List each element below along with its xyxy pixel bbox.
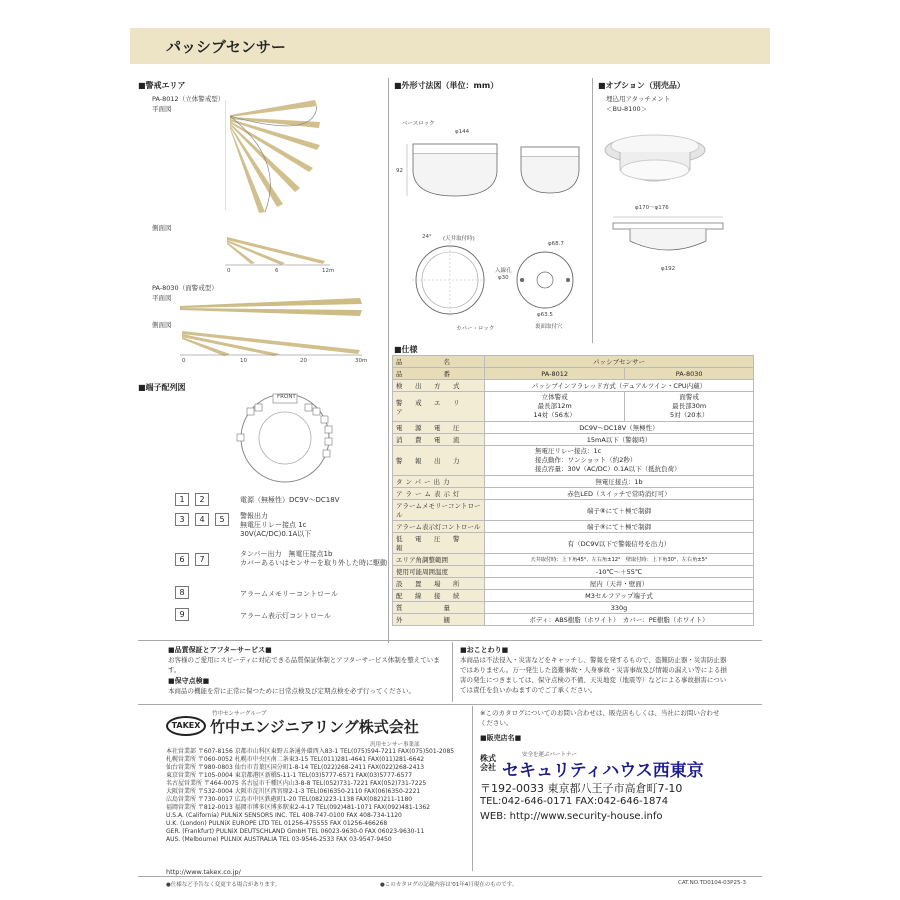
notice-text: 本商品は不法侵入・災害などをキャッチし、警報を発するもので、盗難防止器・災害防止器ではありません。万一発生した盗難事故・人身事故・災害事故及び情報の漏えい等による損害の発生につきましては、保守点検の不備、天災地変（地震等）などによる事故損害については責任を負いかねますのでご了承ください。 (460, 656, 727, 694)
side1-axis-1: 6 (275, 268, 279, 274)
table-row (393, 614, 754, 626)
office-line: 仙台営業所 〒980-0803 仙台市青葉区国分町1-8-14 TEL(022)268-2411 FAX(022)268-2413 (166, 764, 425, 771)
spec-key: タンパー出力 (393, 476, 485, 488)
spec-table (392, 355, 754, 626)
side2-axis-1: 10 (240, 358, 247, 364)
option-photo (600, 120, 710, 198)
spec-key: 警 報 出 力 (393, 446, 485, 476)
spec-key: エリア角調整範囲 (393, 554, 485, 566)
phi635-label: φ63.5 (537, 312, 553, 318)
spec-value: 赤色LED（スイッチで常時消灯可） (485, 488, 754, 500)
spec-key: 電 源 電 圧 (393, 422, 485, 434)
divider (452, 642, 453, 702)
divider (472, 706, 473, 871)
spec-value: ボディ：ABS樹脂（ホワイト） カバー：PE樹脂（ホワイト） (485, 614, 754, 626)
spec-value: PA-8012 (485, 368, 625, 380)
spec-value: 立体警戒 最長部12m 14対（56本） (485, 392, 625, 422)
table-row (393, 422, 754, 434)
table-row (393, 434, 754, 446)
terminal-num: 1 (175, 493, 189, 506)
terminal-num: 6 (175, 553, 189, 566)
terminal-desc: 電源（無極性）DC9V～DC18V (240, 496, 340, 504)
spec-key: 配 線 接 続 (393, 590, 485, 602)
table-row (393, 578, 754, 590)
option-phi192: φ192 (661, 266, 676, 272)
contact-note: ※このカタログについてのお問い合わせは、販売店もしくは、当社にお問い合わせください。 (480, 709, 720, 727)
option-dims: φ170～φ176 (635, 205, 669, 211)
spec-key: 品 名 (393, 356, 485, 368)
table-row (393, 590, 754, 602)
plan1-diagram (225, 100, 335, 215)
company-dept: 汎用センサー事業部 (370, 742, 420, 748)
office-line: 大阪営業所 〒532-0004 大阪市淀川区西宮原2-1-3 TEL(06)6350-2110 FAX(06)6350-2221 (166, 788, 421, 795)
terminal-num: 3 (175, 513, 189, 526)
outline-back-diagram (510, 248, 580, 313)
table-row (393, 521, 754, 533)
terminal-num: 2 (195, 493, 209, 506)
plan2-label: 平面図 (152, 294, 172, 302)
spec-key: 低 電 圧 警 報 (393, 533, 485, 554)
spec-value: 面警戒 最長部30m 5対（20本） (625, 392, 754, 422)
hole-label: 入線孔 (495, 268, 512, 274)
spec-key: アラーム表示灯 (393, 488, 485, 500)
mount-note-label: (天井取付時) (443, 236, 475, 242)
h92-label: 92 (396, 168, 403, 174)
dealer-title: ■販売店名■ (480, 734, 522, 742)
divider (388, 78, 389, 643)
dealer-tel: TEL:042-646-0171 FAX:042-646-1874 (480, 796, 669, 807)
side2-axis-0: 0 (182, 358, 186, 364)
office-list (166, 748, 456, 844)
spec-value: 無電圧接点：1b (485, 476, 754, 488)
spec-value: パッシブインフラレッド方式（デュアルツイン・CPU内蔵） (485, 380, 754, 392)
terminal-diagram (225, 390, 345, 485)
terminal-num: 8 (175, 586, 189, 599)
company-url[interactable]: http://www.takex.co.jp/ (166, 868, 241, 876)
side1-axis-2: 12m (322, 268, 335, 274)
terminal-num: 5 (215, 513, 229, 526)
spec-key: アラーム表示灯コントロール (393, 521, 485, 533)
overseas-line: U.K. (London) PULNiX EUROPE LTD TEL 01256-475555 FAX 01256-466268 (166, 820, 388, 827)
spec-value: 端子⑧にて＋極で制御 (485, 500, 754, 521)
office-line: 福岡営業所 〒812-0013 福岡市博多区博多駅東2-4-17 TEL(092)481-1071 FAX(092)481-1362 (166, 804, 431, 811)
table-row (393, 368, 754, 380)
model2-label: PA-8030（面警戒型） (152, 284, 218, 292)
cover-lock-label: カバー・ロック (456, 326, 495, 332)
phi687-label: φ68.7 (548, 241, 564, 247)
overseas-line: GER. (Frankfurt) PULNiX DEUTSCHLAND GmbH TEL 06023-9630-0 FAX 06023-9630-11 (166, 828, 425, 835)
company-group: 竹中センサーグループ (212, 711, 267, 717)
spec-value: 15mA以下（警報時） (485, 434, 754, 446)
dealer-web[interactable]: WEB: http://www.security-house.info (480, 811, 663, 822)
dealer-address: 〒192-0033 東京都八王子市高倉町7-10 (480, 782, 683, 795)
plan2-diagram (180, 296, 365, 318)
base-lock-label: ベースロック (402, 121, 435, 127)
spec-value: PA-8030 (625, 368, 754, 380)
table-row (393, 566, 754, 578)
spec-key: 使用可能周囲温度 (393, 566, 485, 578)
footer-catno: CAT.NO.TD0104-03P25-3 (678, 880, 746, 886)
terminal-num: 9 (175, 608, 189, 621)
side2-axis-3: 30m (355, 358, 368, 364)
divider (592, 78, 593, 343)
dealer-name: セキュリティハウス西東京 (502, 761, 704, 781)
footer-left: ●仕様など予告なく変更する場合があります。 (166, 882, 281, 888)
divider (138, 640, 762, 641)
office-line: 広島営業所 〒730-0017 広島市中区鉄砲町1-20 TEL(082)223-1138 FAX(082)211-1180 (166, 796, 413, 803)
dealer-tagline: 安全を運ぶパートナー (522, 752, 578, 758)
outline-title: ■外形寸法図（単位：mm） (394, 81, 499, 90)
option-name: 埋込用アタッチメント (606, 95, 671, 103)
catalog-page (130, 28, 770, 890)
spec-value: 有（DC9V以下で警報信号を出力） (485, 533, 754, 554)
divider (138, 704, 762, 705)
spec-key: 品 番 (393, 368, 485, 380)
side2-diagram (180, 328, 365, 358)
spec-value: DC9V～DC18V（無極性） (485, 422, 754, 434)
spec-title: ■仕様 (394, 345, 418, 354)
spec-value: -10℃～＋55℃ (485, 566, 754, 578)
table-row (393, 392, 754, 422)
back-mount-label: 裏面取付穴 (535, 324, 563, 330)
side1-diagram (225, 233, 335, 271)
side2-axis-2: 20 (300, 358, 307, 364)
office-line: 本社営業部 〒607-8156 京都市山科区東野五条通外環西入83-1 TEL(075)594-7211 FAX(075)501-2085 (166, 748, 455, 755)
quality-title: ■品質保証とアフターサービス■ (168, 646, 272, 654)
terminal-desc: アラーム表示灯コントロール (240, 612, 331, 620)
option-title: ■オプション（別売品） (598, 81, 685, 90)
spec-value: M3セルフアップ端子式 (485, 590, 754, 602)
side2-label: 側面図 (152, 321, 172, 329)
terminal-title: ■端子配列図 (138, 383, 186, 392)
spec-key: 設 置 場 所 (393, 578, 485, 590)
table-row (393, 380, 754, 392)
spec-value: 330g (485, 602, 754, 614)
spec-key: 質 量 (393, 602, 485, 614)
outline-bottom-diagram (410, 240, 490, 320)
maint-text: 本商品の機能を常に正常に保つために日常点検及び定期点検を必ず行ってください。 (168, 687, 415, 695)
quality-text: お客様のご愛用にスピーディに対応できる品質保証体制とアフターサービス体制を整えています。 (168, 656, 440, 674)
table-row (393, 602, 754, 614)
table-row (393, 488, 754, 500)
maint-title: ■保守点検■ (168, 677, 210, 685)
terminal-desc: タンパー出力 無電圧接点1b カバーあるいはセンサーを取り外した時に駆動 (240, 550, 387, 567)
spec-key: 警 戒 エ リ ア (393, 392, 485, 422)
alarm-area-title: ■警戒エリア (138, 81, 186, 90)
spec-value: 天井取付時：上下角45°、左右角±12° 壁取付時：上下角30°、左右角±5° (485, 554, 754, 566)
side1-label: 側面図 (152, 224, 172, 232)
spec-key: 消 費 電 流 (393, 434, 485, 446)
spec-value: 無電圧リレー接点：1c 接点動作：ワンショット（約2秒） 接点容量：30V（AC/DC）0.1A以下（抵抗負荷） (485, 446, 754, 476)
office-line: 名古屋営業所 〒464-0075 名古屋市千種区内山3-8-8 TEL(052)731-7221 FAX(052)731-7225 (166, 780, 427, 787)
office-line: 札幌営業所 〒060-0052 札幌市中央区南二条東3-15 TEL(011)281-4641 FAX(011)281-6642 (166, 756, 425, 763)
model1-label: PA-8012（立体警戒型） (152, 95, 225, 103)
side1-axis-0: 0 (227, 268, 231, 274)
page-title: パッシブセンサー (166, 38, 286, 56)
spec-value: 屋内（天井・壁面） (485, 578, 754, 590)
outline-side-diagram (405, 136, 505, 201)
spec-key: アラームメモリーコントロール (393, 500, 485, 521)
footer-mid: ●このカタログの記載内容は'01年4月現在のものです。 (380, 882, 518, 888)
dia144-label: φ144 (455, 129, 470, 135)
option-model: ＜BU-8100＞ (606, 105, 648, 113)
divider (138, 876, 762, 877)
dealer-prefix: 株式 会社 (480, 754, 496, 772)
terminal-desc: アラームメモリーコントロール (240, 590, 338, 598)
spec-value: パッシブセンサー (485, 356, 754, 368)
terminal-desc: 警報出力 無電圧リレー接点 1c 30V(AC/DC)0.1A以下 (240, 512, 312, 538)
option-drawing (608, 213, 728, 263)
table-row (393, 446, 754, 476)
notice-title: ■おことわり■ (460, 646, 509, 654)
table-row (393, 476, 754, 488)
table-row (393, 356, 754, 368)
terminal-num: 4 (195, 513, 209, 526)
takex-logo: TAKEX (166, 716, 206, 736)
front-label: FRONT (277, 394, 296, 400)
overseas-line: AUS. (Melbourne) PULNiX AUSTRALIA TEL 03-9546-2533 FAX 03-9547-9450 (166, 836, 392, 843)
company-name: 竹中エンジニアリング株式会社 (210, 718, 419, 736)
table-row (393, 500, 754, 521)
phi30-label: φ30 (498, 275, 509, 281)
spec-value: 端子⑨にて＋極で制御 (485, 521, 754, 533)
terminal-num: 7 (195, 553, 209, 566)
spec-key: 外 観 (393, 614, 485, 626)
spec-key: 検 出 方 式 (393, 380, 485, 392)
overseas-line: U.S.A. (California) PULNiX SENSORS INC. TEL 408-747-0100 FAX 408-734-1120 (166, 812, 402, 819)
table-row (393, 533, 754, 554)
title-bar (130, 28, 770, 64)
outline-front-diagram (515, 143, 585, 198)
table-row (393, 554, 754, 566)
plan1-label: 平面図 (152, 105, 172, 113)
office-line: 東京営業所 〒105-0004 東京都港区新橋5-11-1 TEL(03)5777-6571 FAX(03)5777-6577 (166, 772, 413, 779)
angle24-label: 24° (422, 234, 432, 240)
